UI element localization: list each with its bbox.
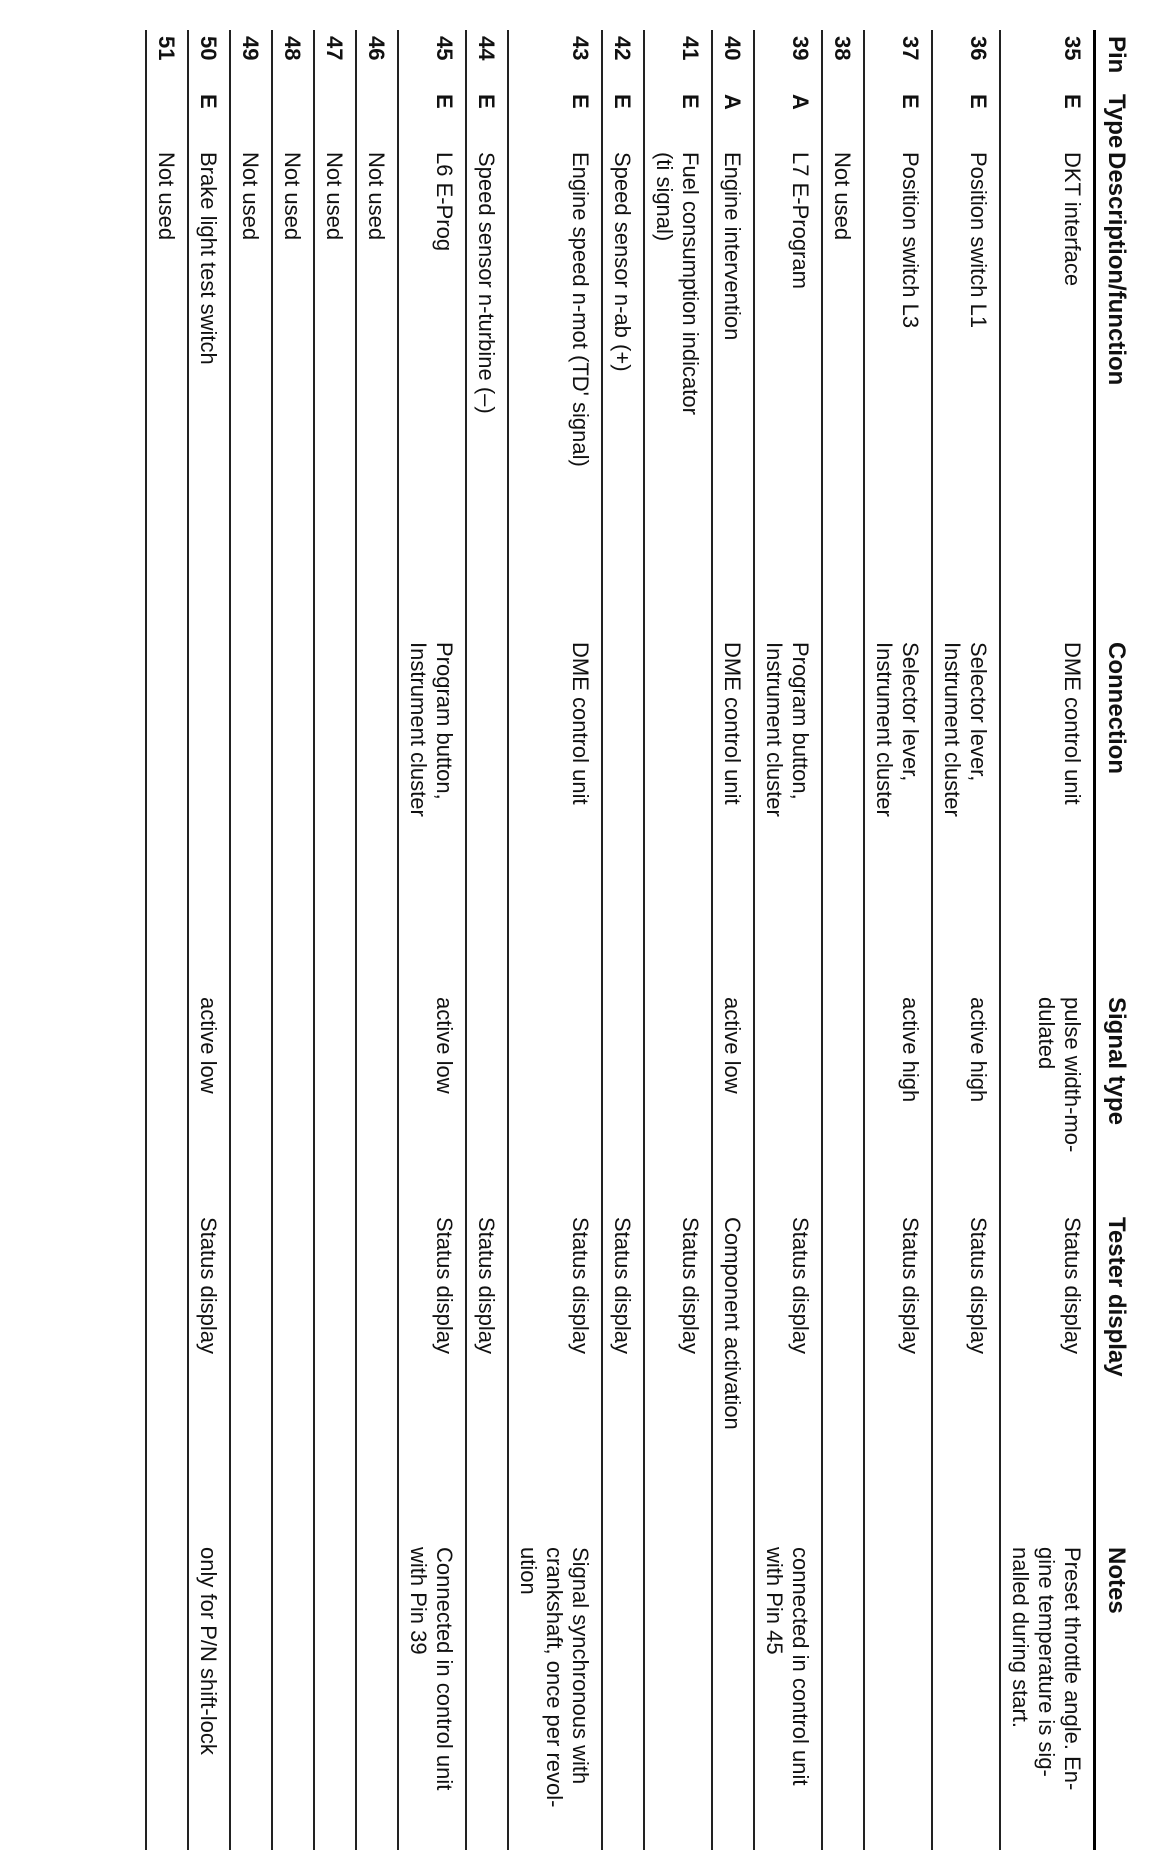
cell-tester-display-line: Status display <box>568 1217 593 1354</box>
cell-description-line: (ti signal) <box>652 152 677 242</box>
table-row <box>822 30 864 1850</box>
cell-pin: 42 <box>602 30 644 88</box>
cell-notes <box>754 1541 822 1850</box>
cell-description <box>712 146 754 636</box>
cell-signal-type <box>822 991 864 1211</box>
table-row <box>466 30 508 1850</box>
cell-type: E <box>644 88 712 146</box>
cell-description-line: Not used <box>322 152 347 241</box>
cell-description <box>864 146 932 636</box>
cell-description-line: L7 E-Program <box>788 152 813 289</box>
cell-pin: 41 <box>644 30 712 88</box>
cell-pin: 38 <box>822 30 864 88</box>
cell-tester-display <box>644 1211 712 1541</box>
cell-description <box>188 146 230 636</box>
cell-connection-line: Selector lever, <box>966 642 991 782</box>
cell-signal-type <box>602 991 644 1211</box>
cell-description-line: DKT interface <box>1060 152 1085 287</box>
cell-tester-display <box>356 1211 398 1541</box>
cell-description <box>466 146 508 636</box>
cell-notes-line: with Pin 45 <box>762 1547 787 1655</box>
cell-tester-display <box>864 1211 932 1541</box>
cell-notes <box>398 1541 466 1850</box>
cell-tester-display-line: Status display <box>474 1217 499 1354</box>
cell-tester-display <box>398 1211 466 1541</box>
cell-signal-type <box>356 991 398 1211</box>
table-row <box>864 30 932 1850</box>
cell-connection-line: Instrument cluster <box>406 642 431 817</box>
cell-signal-type <box>508 991 602 1211</box>
cell-tester-display <box>230 1211 272 1541</box>
cell-description-line: Not used <box>154 152 179 241</box>
cell-signal-type-line: active low <box>432 997 457 1094</box>
cell-connection <box>508 636 602 991</box>
cell-signal-type-line: active high <box>966 997 991 1103</box>
cell-type: E <box>188 88 230 146</box>
cell-description-line: L6 E-Prog <box>432 152 457 252</box>
cell-notes <box>932 1541 1000 1850</box>
table-row <box>1000 30 1095 1850</box>
cell-description-line: Not used <box>830 152 855 241</box>
cell-pin: 37 <box>864 30 932 88</box>
cell-notes-line: only for P/N shift-lock <box>196 1547 221 1755</box>
cell-description <box>644 146 712 636</box>
cell-signal-type <box>644 991 712 1211</box>
cell-type <box>822 88 864 146</box>
cell-notes <box>864 1541 932 1850</box>
header-pin: Pin <box>1095 30 1131 88</box>
cell-type: A <box>754 88 822 146</box>
cell-connection-line: Program button, <box>432 642 457 800</box>
cell-tester-display <box>508 1211 602 1541</box>
cell-tester-display <box>602 1211 644 1541</box>
cell-signal-type <box>1000 991 1095 1211</box>
cell-description <box>398 146 466 636</box>
cell-signal-type <box>932 991 1000 1211</box>
cell-connection <box>146 636 188 991</box>
cell-type <box>356 88 398 146</box>
header-notes: Notes <box>1095 1541 1131 1850</box>
cell-notes <box>356 1541 398 1850</box>
cell-connection <box>230 636 272 991</box>
cell-description-line: Fuel consumption indicator <box>678 152 703 415</box>
cell-notes-line: Preset throttle angle. En- <box>1060 1547 1085 1791</box>
cell-type <box>230 88 272 146</box>
cell-connection-line: DME control unit <box>720 642 745 805</box>
cell-connection <box>272 636 314 991</box>
cell-pin: 46 <box>356 30 398 88</box>
cell-connection-line: DME control unit <box>1060 642 1085 805</box>
header-tester-display: Tester display <box>1095 1211 1131 1541</box>
cell-description <box>602 146 644 636</box>
header-type: Type <box>1095 88 1131 146</box>
cell-description <box>932 146 1000 636</box>
cell-type <box>272 88 314 146</box>
cell-notes <box>644 1541 712 1850</box>
cell-signal-type <box>712 991 754 1211</box>
cell-pin: 48 <box>272 30 314 88</box>
cell-tester-display <box>272 1211 314 1541</box>
cell-signal-type-line: active low <box>196 997 221 1094</box>
table-row <box>314 30 356 1850</box>
cell-notes <box>822 1541 864 1850</box>
cell-connection-line: Instrument cluster <box>762 642 787 817</box>
cell-pin: 40 <box>712 30 754 88</box>
cell-description-line: Not used <box>364 152 389 241</box>
cell-signal-type <box>314 991 356 1211</box>
cell-description-line: Not used <box>238 152 263 241</box>
cell-tester-display-line: Status display <box>196 1217 221 1354</box>
table-row <box>754 30 822 1850</box>
cell-notes-line: Signal synchronous with <box>568 1547 593 1785</box>
table-row <box>712 30 754 1850</box>
cell-connection <box>602 636 644 991</box>
cell-notes <box>508 1541 602 1850</box>
cell-signal-type-line: pulse width-mo- <box>1060 997 1085 1153</box>
cell-pin: 45 <box>398 30 466 88</box>
cell-tester-display <box>188 1211 230 1541</box>
cell-tester-display-line: Status display <box>432 1217 457 1354</box>
table-row <box>508 30 602 1850</box>
cell-pin: 35 <box>1000 30 1095 88</box>
header-description: Description/function <box>1095 146 1131 636</box>
cell-type: E <box>864 88 932 146</box>
cell-tester-display <box>314 1211 356 1541</box>
table-row <box>602 30 644 1850</box>
cell-type <box>146 88 188 146</box>
cell-tester-display <box>146 1211 188 1541</box>
cell-notes <box>272 1541 314 1850</box>
cell-connection <box>822 636 864 991</box>
cell-notes-line: gine temperature is sig- <box>1034 1547 1059 1777</box>
cell-description-line: Not used <box>280 152 305 241</box>
table-row <box>398 30 466 1850</box>
cell-signal-type <box>188 991 230 1211</box>
cell-connection <box>754 636 822 991</box>
table-row <box>146 30 188 1850</box>
cell-notes-line: connected in control unit <box>788 1547 813 1786</box>
cell-type <box>314 88 356 146</box>
cell-connection-line: Instrument cluster <box>940 642 965 817</box>
cell-connection <box>466 636 508 991</box>
cell-tester-display <box>822 1211 864 1541</box>
cell-tester-display-line: Status display <box>678 1217 703 1354</box>
cell-connection <box>188 636 230 991</box>
cell-connection <box>644 636 712 991</box>
cell-signal-type <box>466 991 508 1211</box>
table-row <box>356 30 398 1850</box>
cell-notes-line: with Pin 39 <box>406 1547 431 1655</box>
cell-description <box>1000 146 1095 636</box>
cell-tester-display-line: Status display <box>898 1217 923 1354</box>
table-row <box>230 30 272 1850</box>
cell-notes <box>1000 1541 1095 1850</box>
table-body <box>146 30 1095 1850</box>
cell-connection <box>314 636 356 991</box>
cell-type: E <box>1000 88 1095 146</box>
cell-signal-type <box>230 991 272 1211</box>
cell-connection <box>1000 636 1095 991</box>
cell-signal-type <box>398 991 466 1211</box>
cell-notes-line: ution <box>516 1547 541 1595</box>
cell-connection-line: Selector lever, <box>898 642 923 782</box>
cell-tester-display-line: Status display <box>788 1217 813 1354</box>
cell-tester-display-line: Status display <box>1060 1217 1085 1354</box>
cell-tester-display <box>754 1211 822 1541</box>
cell-signal-type-line: dulated <box>1034 997 1059 1070</box>
cell-notes <box>466 1541 508 1850</box>
cell-type: E <box>508 88 602 146</box>
cell-signal-type <box>754 991 822 1211</box>
cell-signal-type <box>272 991 314 1211</box>
cell-type: A <box>712 88 754 146</box>
cell-pin: 47 <box>314 30 356 88</box>
cell-notes <box>602 1541 644 1850</box>
cell-signal-type-line: active high <box>898 997 923 1103</box>
cell-type: E <box>932 88 1000 146</box>
cell-notes-line: crankshaft, once per revol- <box>542 1547 567 1808</box>
cell-pin: 44 <box>466 30 508 88</box>
cell-connection-line: Instrument cluster <box>872 642 897 817</box>
cell-connection-line: DME control unit <box>568 642 593 805</box>
cell-description-line: Position switch L3 <box>898 152 923 329</box>
cell-tester-display <box>932 1211 1000 1541</box>
cell-tester-display-line: Status display <box>610 1217 635 1354</box>
cell-pin: 36 <box>932 30 1000 88</box>
cell-pin: 49 <box>230 30 272 88</box>
cell-signal-type-line: active low <box>720 997 745 1094</box>
cell-connection <box>398 636 466 991</box>
cell-description <box>508 146 602 636</box>
table-row <box>272 30 314 1850</box>
cell-notes <box>230 1541 272 1850</box>
cell-notes-line: nalled during start. <box>1008 1547 1033 1728</box>
cell-description <box>822 146 864 636</box>
cell-description <box>314 146 356 636</box>
cell-description-line: Speed sensor n-ab (+) <box>610 152 635 372</box>
cell-type: E <box>466 88 508 146</box>
header-connection: Connection <box>1095 636 1131 991</box>
cell-tester-display <box>712 1211 754 1541</box>
cell-notes <box>188 1541 230 1850</box>
cell-pin: 39 <box>754 30 822 88</box>
cell-notes <box>712 1541 754 1850</box>
cell-description <box>272 146 314 636</box>
header-signal-type: Signal type <box>1095 991 1131 1211</box>
cell-notes <box>314 1541 356 1850</box>
cell-connection <box>932 636 1000 991</box>
cell-description-line: Engine speed n-mot (TD' signal) <box>568 152 593 467</box>
cell-notes-line: Connected in control unit <box>432 1547 457 1791</box>
cell-description-line: Speed sensor n-turbine (–) <box>474 152 499 414</box>
cell-connection <box>356 636 398 991</box>
table-row <box>932 30 1000 1850</box>
header-row <box>1095 30 1131 1850</box>
cell-tester-display-line: Component activation <box>720 1217 745 1430</box>
cell-tester-display <box>1000 1211 1095 1541</box>
cell-pin: 43 <box>508 30 602 88</box>
cell-pin: 51 <box>146 30 188 88</box>
cell-notes <box>146 1541 188 1850</box>
cell-connection <box>712 636 754 991</box>
cell-tester-display-line: Status display <box>966 1217 991 1354</box>
table-row <box>188 30 230 1850</box>
cell-description-line: Engine intervention <box>720 152 745 341</box>
cell-connection <box>864 636 932 991</box>
cell-type: E <box>398 88 466 146</box>
cell-description-line: Brake light test switch <box>196 152 221 365</box>
cell-description <box>146 146 188 636</box>
cell-description <box>754 146 822 636</box>
table-row <box>644 30 712 1850</box>
cell-connection-line: Program button, <box>788 642 813 800</box>
cell-description <box>230 146 272 636</box>
pin-assignment-table <box>145 30 1130 1850</box>
cell-tester-display <box>466 1211 508 1541</box>
cell-signal-type <box>146 991 188 1211</box>
cell-type: E <box>602 88 644 146</box>
cell-signal-type <box>864 991 932 1211</box>
cell-pin: 50 <box>188 30 230 88</box>
cell-description <box>356 146 398 636</box>
cell-description-line: Position switch L1 <box>966 152 991 329</box>
